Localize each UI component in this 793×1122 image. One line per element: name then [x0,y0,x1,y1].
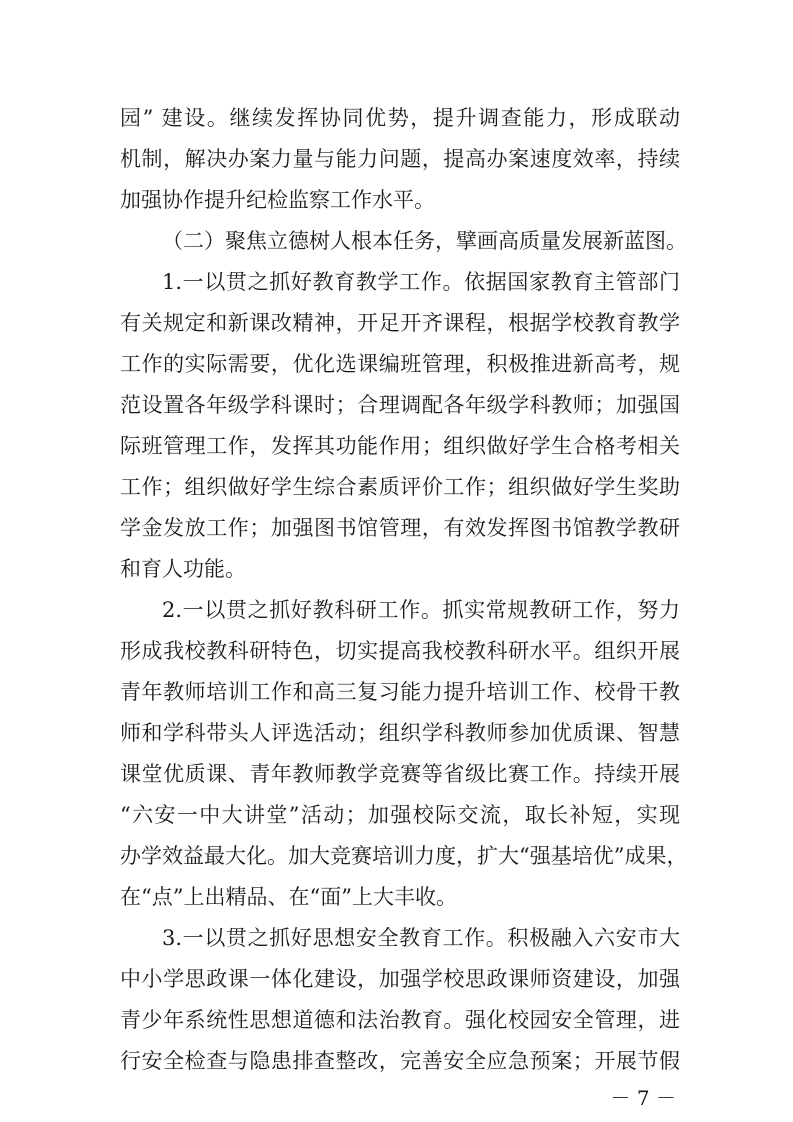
text-line: 园” 建设。继续发挥协同优势，提升调查能力，形成联动 [120,106,680,130]
text-line: 机制，解决办案力量与能力问题，提高办案速度效率，持续 [120,147,680,171]
text-line: 际班管理工作，发挥其功能作用；组织做好学生合格考相关 [120,434,680,458]
text-line: 中小学思政课一体化建设，加强学校思政课师资建设，加强 [120,967,680,991]
text-line: 师和学科带头人评选活动；组织学科教师参加优质课、智慧 [120,721,680,745]
text-line: 在“点”上出精品、在“面”上大丰收。 [120,885,457,909]
text-line: 1.一以贯之抓好教育教学工作。依据国家教育主管部门 [162,270,680,294]
text-line: 课堂优质课、青年教师教学竞赛等省级比赛工作。持续开展 [120,762,680,786]
text-line: 工作；组织做好学生综合素质评价工作；组织做好学生奖助 [120,475,680,499]
text-line: 范设置各年级学科课时；合理调配各年级学科教师；加强国 [120,393,680,417]
text-line: 工作的实际需要，优化选课编班管理，积极推进新高考，规 [120,352,680,376]
text-line: 有关规定和新课改精神，开足开齐课程，根据学校教育教学 [120,311,680,335]
text-line: 行安全检查与隐患排查整改，完善安全应急预案；开展节假 [120,1049,680,1073]
text-line: 2.一以贯之抓好教科研工作。抓实常规教研工作，努力 [162,598,680,622]
text-line: 和育人功能。 [120,557,246,581]
text-line: 青年教师培训工作和高三复习能力提升培训工作、校骨干教 [120,680,680,704]
text-line: “六安一中大讲堂”活动；加强校际交流，取长补短，实现 [120,803,680,827]
page-number: － 7 － [610,1086,676,1110]
text-line: 形成我校教科研特色，切实提高我校教科研水平。组织开展 [120,639,680,663]
text-line: 青少年系统性思想道德和法治教育。强化校园安全管理，进 [120,1008,680,1032]
section-heading: （二）聚焦立德树人根本任务，擘画高质量发展新蓝图。 [162,229,687,253]
text-line: 办学效益最大化。加大竞赛培训力度，扩大“强基培优”成果， [120,844,688,868]
text-line: 3.一以贯之抓好思想安全教育工作。积极融入六安市大 [162,926,680,950]
text-line: 加强协作提升纪检监察工作水平。 [120,188,435,212]
text-line: 学金发放工作；加强图书馆管理，有效发挥图书馆教学教研 [120,516,680,540]
